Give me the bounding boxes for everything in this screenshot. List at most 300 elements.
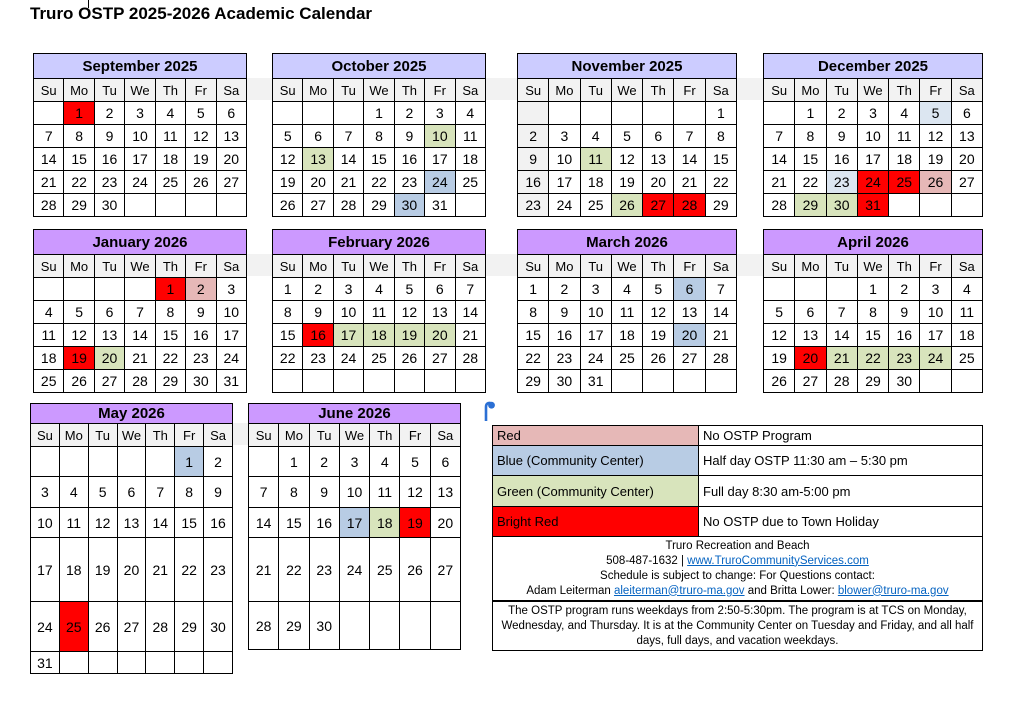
day-cell: 18 <box>580 171 611 194</box>
day-name-cell: Mo <box>303 79 333 102</box>
contact-link[interactable]: blower@truro-ma.gov <box>837 584 949 597</box>
day-name-cell: Tu <box>309 424 339 447</box>
day-names-row <box>518 79 737 102</box>
day-cell: 29 <box>857 370 888 393</box>
day-cell: 25 <box>455 171 485 194</box>
day-cell: 30 <box>549 370 580 393</box>
day-cell: 24 <box>549 194 580 217</box>
day-cell: 31 <box>425 194 455 217</box>
day-cell: 20 <box>643 171 674 194</box>
day-cell: 12 <box>643 301 674 324</box>
calendar-may-2026 <box>30 403 233 674</box>
day-cell: 3 <box>125 102 155 125</box>
day-cell: 17 <box>549 171 580 194</box>
day-cell: 14 <box>125 324 155 347</box>
month-title: June 2026 <box>248 403 461 423</box>
day-cell: 22 <box>795 171 826 194</box>
empty-day-cell <box>611 370 642 393</box>
day-cell: 16 <box>889 324 920 347</box>
day-name-cell: Sa <box>455 255 485 278</box>
calendar-january-2026 <box>33 229 247 393</box>
legend-swatch-label: Blue (Community Center) <box>493 446 699 476</box>
day-cell: 10 <box>857 125 888 148</box>
day-cell: 18 <box>370 508 400 538</box>
week-row <box>764 102 983 125</box>
day-cell: 19 <box>88 538 117 602</box>
legend-description: Full day 8:30 am-5:00 pm <box>699 476 983 507</box>
day-name-cell: Su <box>273 79 303 102</box>
day-cell: 11 <box>455 125 485 148</box>
day-cell: 30 <box>826 194 857 217</box>
week-row <box>31 447 233 477</box>
day-cell: 26 <box>643 347 674 370</box>
day-cell: 24 <box>125 171 155 194</box>
empty-day-cell <box>400 602 430 650</box>
day-cell: 8 <box>857 301 888 324</box>
empty-day-cell <box>364 370 394 393</box>
day-cell: 3 <box>857 102 888 125</box>
program-text: The OSTP program runs weekdays from 2:50-5:30pm. The program is at TCS on Monday, Wednesday, and Thursday. It is at the Community Center on Tuesday and Friday, and all half days, full days, and vacation weekdays. <box>501 604 974 647</box>
day-cell: 26 <box>400 538 430 602</box>
day-name-cell: Sa <box>216 255 246 278</box>
day-cell: 24 <box>920 347 951 370</box>
legend-swatch-label: Bright Red <box>493 507 699 537</box>
day-cell: 11 <box>580 148 611 171</box>
week-row <box>764 148 983 171</box>
empty-day-cell <box>88 447 117 477</box>
day-cell: 29 <box>705 194 736 217</box>
month-title: February 2026 <box>272 229 486 254</box>
day-cell: 7 <box>125 301 155 324</box>
day-cell: 24 <box>339 538 369 602</box>
day-cell: 18 <box>34 347 64 370</box>
day-cell: 26 <box>394 347 424 370</box>
day-cell: 13 <box>643 148 674 171</box>
contact-line <box>493 569 982 584</box>
day-cell: 12 <box>400 477 430 508</box>
legend-table <box>492 425 983 537</box>
week-row <box>34 194 247 217</box>
day-cell: 12 <box>186 125 216 148</box>
day-name-cell: Mo <box>549 255 580 278</box>
day-cell: 12 <box>920 125 951 148</box>
day-cell: 24 <box>425 171 455 194</box>
day-cell: 15 <box>795 148 826 171</box>
day-cell: 30 <box>309 602 339 650</box>
day-cell: 1 <box>279 447 309 477</box>
day-cell: 3 <box>549 125 580 148</box>
week-row <box>764 370 983 393</box>
day-cell: 13 <box>425 301 455 324</box>
contact-line <box>493 554 982 569</box>
empty-day-cell <box>88 652 117 674</box>
empty-day-cell <box>370 602 400 650</box>
day-cell: 8 <box>279 477 309 508</box>
day-cell: 18 <box>611 324 642 347</box>
day-names-row <box>764 255 983 278</box>
week-row <box>31 477 233 508</box>
contact-text: Schedule is subject to change: For Questions contact: <box>600 569 875 582</box>
day-name-cell: Tu <box>333 79 363 102</box>
day-cell: 31 <box>857 194 888 217</box>
empty-day-cell <box>889 194 920 217</box>
day-cell: 6 <box>425 278 455 301</box>
week-row <box>273 370 486 393</box>
day-cell: 8 <box>155 301 185 324</box>
day-name-cell: Su <box>34 79 64 102</box>
day-cell: 23 <box>549 347 580 370</box>
day-cell: 20 <box>425 324 455 347</box>
day-names-row <box>518 255 737 278</box>
day-cell: 16 <box>303 324 333 347</box>
day-cell: 22 <box>273 347 303 370</box>
legend-row <box>493 426 983 446</box>
month-title: September 2025 <box>33 53 247 78</box>
day-cell: 1 <box>64 102 94 125</box>
week-row <box>764 324 983 347</box>
day-cell: 26 <box>88 602 117 652</box>
week-row <box>764 125 983 148</box>
contact-link[interactable]: www.TruroCommunityServices.com <box>687 554 869 567</box>
day-name-cell: Tu <box>826 255 857 278</box>
month-grid <box>272 78 486 217</box>
day-cell: 25 <box>370 538 400 602</box>
day-cell: 11 <box>34 324 64 347</box>
day-cell: 28 <box>333 194 363 217</box>
day-cell: 8 <box>273 301 303 324</box>
day-cell: 23 <box>394 171 424 194</box>
day-cell: 5 <box>400 447 430 477</box>
week-row <box>518 370 737 393</box>
day-name-cell: Mo <box>64 255 94 278</box>
day-cell: 6 <box>951 102 982 125</box>
day-cell: 11 <box>370 477 400 508</box>
day-name-cell: Su <box>31 424 60 447</box>
day-cell: 30 <box>94 194 124 217</box>
day-cell: 15 <box>705 148 736 171</box>
empty-day-cell <box>146 447 175 477</box>
contact-link[interactable]: aleiterman@truro-ma.gov <box>613 584 745 597</box>
day-cell: 4 <box>370 447 400 477</box>
legend-description: No OSTP Program <box>699 426 983 446</box>
day-cell: 4 <box>155 102 185 125</box>
day-cell: 3 <box>580 278 611 301</box>
day-cell: 7 <box>674 125 705 148</box>
day-cell: 1 <box>155 278 185 301</box>
empty-day-cell <box>795 278 826 301</box>
empty-day-cell <box>94 278 124 301</box>
day-cell: 9 <box>186 301 216 324</box>
day-names-row <box>273 255 486 278</box>
day-cell: 14 <box>674 148 705 171</box>
day-cell: 17 <box>920 324 951 347</box>
day-cell: 2 <box>394 102 424 125</box>
day-cell: 21 <box>125 347 155 370</box>
month-grid <box>763 254 983 393</box>
day-cell: 6 <box>117 477 146 508</box>
day-name-cell: Fr <box>674 79 705 102</box>
week-row <box>273 102 486 125</box>
day-cell: 18 <box>889 148 920 171</box>
day-cell: 20 <box>795 347 826 370</box>
day-cell: 10 <box>425 125 455 148</box>
day-cell: 24 <box>333 347 363 370</box>
month-title: March 2026 <box>517 229 737 254</box>
day-cell: 28 <box>125 370 155 393</box>
day-cell: 31 <box>580 370 611 393</box>
week-row <box>31 602 233 652</box>
legend-swatch-label: Green (Community Center) <box>493 476 699 507</box>
empty-day-cell <box>175 652 204 674</box>
day-cell: 15 <box>518 324 549 347</box>
empty-day-cell <box>826 278 857 301</box>
day-cell: 27 <box>643 194 674 217</box>
empty-day-cell <box>59 447 88 477</box>
day-cell: 28 <box>674 194 705 217</box>
day-cell: 8 <box>175 477 204 508</box>
day-cell: 6 <box>795 301 826 324</box>
week-row <box>273 347 486 370</box>
day-cell: 9 <box>826 125 857 148</box>
day-cell: 5 <box>186 102 216 125</box>
day-name-cell: Fr <box>175 424 204 447</box>
day-cell: 29 <box>795 194 826 217</box>
week-row <box>34 347 247 370</box>
day-name-cell: Tu <box>333 255 363 278</box>
empty-day-cell <box>125 278 155 301</box>
day-cell: 16 <box>394 148 424 171</box>
day-cell: 17 <box>425 148 455 171</box>
day-cell: 5 <box>394 278 424 301</box>
day-cell: 18 <box>455 148 485 171</box>
day-cell: 18 <box>364 324 394 347</box>
empty-day-cell <box>31 447 60 477</box>
week-row <box>518 102 737 125</box>
day-name-cell: Mo <box>59 424 88 447</box>
day-cell: 10 <box>920 301 951 324</box>
day-cell: 22 <box>857 347 888 370</box>
empty-day-cell <box>34 278 64 301</box>
day-cell: 8 <box>795 125 826 148</box>
empty-day-cell <box>674 370 705 393</box>
day-cell: 22 <box>175 538 204 602</box>
day-cell: 11 <box>155 125 185 148</box>
day-cell: 29 <box>64 194 94 217</box>
day-cell: 9 <box>549 301 580 324</box>
day-cell: 2 <box>94 102 124 125</box>
day-cell: 4 <box>59 477 88 508</box>
day-cell: 16 <box>826 148 857 171</box>
day-cell: 16 <box>549 324 580 347</box>
contact-text: Truro Recreation and Beach <box>665 539 810 552</box>
day-cell: 17 <box>333 324 363 347</box>
week-row <box>273 301 486 324</box>
day-name-cell: Su <box>34 255 64 278</box>
empty-day-cell <box>394 370 424 393</box>
month-title: January 2026 <box>33 229 247 254</box>
day-cell: 4 <box>364 278 394 301</box>
day-name-cell: We <box>117 424 146 447</box>
day-cell: 2 <box>549 278 580 301</box>
legend-swatch-label: Red <box>493 426 699 446</box>
day-cell: 27 <box>951 171 982 194</box>
day-cell: 4 <box>889 102 920 125</box>
day-cell: 22 <box>705 171 736 194</box>
empty-day-cell <box>117 447 146 477</box>
day-cell: 19 <box>186 148 216 171</box>
day-names-row <box>31 424 233 447</box>
day-name-cell: Mo <box>279 424 309 447</box>
day-cell: 20 <box>94 347 124 370</box>
day-cell: 30 <box>394 194 424 217</box>
empty-day-cell <box>705 370 736 393</box>
day-name-cell: Fr <box>186 79 216 102</box>
day-names-row <box>764 79 983 102</box>
day-cell: 7 <box>455 278 485 301</box>
day-cell: 21 <box>705 324 736 347</box>
day-cell: 3 <box>425 102 455 125</box>
calendar-october-2025 <box>272 53 486 217</box>
day-name-cell: Th <box>394 255 424 278</box>
empty-day-cell <box>920 370 951 393</box>
day-cell: 19 <box>920 148 951 171</box>
day-cell: 14 <box>249 508 279 538</box>
calendar-february-2026 <box>272 229 486 393</box>
empty-day-cell <box>216 194 246 217</box>
calendar-march-2026 <box>517 229 737 393</box>
day-cell: 30 <box>204 602 233 652</box>
week-row <box>518 301 737 324</box>
week-row <box>249 508 461 538</box>
day-name-cell: Su <box>764 255 795 278</box>
day-name-cell: Mo <box>795 255 826 278</box>
month-grid <box>30 423 233 674</box>
week-row <box>518 194 737 217</box>
empty-day-cell <box>430 602 460 650</box>
day-cell: 26 <box>764 370 795 393</box>
empty-day-cell <box>186 194 216 217</box>
day-cell: 14 <box>455 301 485 324</box>
day-cell: 25 <box>889 171 920 194</box>
day-cell: 29 <box>175 602 204 652</box>
day-cell: 19 <box>394 324 424 347</box>
day-name-cell: Tu <box>580 255 611 278</box>
day-name-cell: Sa <box>430 424 460 447</box>
day-cell: 28 <box>826 370 857 393</box>
day-cell: 1 <box>364 102 394 125</box>
day-cell: 24 <box>216 347 246 370</box>
day-name-cell: Fr <box>186 255 216 278</box>
week-row <box>273 278 486 301</box>
contact-text: and Britta Lower: <box>744 584 838 597</box>
day-cell: 12 <box>64 324 94 347</box>
day-cell: 5 <box>64 301 94 324</box>
day-cell: 1 <box>175 447 204 477</box>
day-cell: 1 <box>705 102 736 125</box>
day-cell: 2 <box>204 447 233 477</box>
day-cell: 5 <box>643 278 674 301</box>
day-name-cell: Sa <box>204 424 233 447</box>
legend-description: No OSTP due to Town Holiday <box>699 507 983 537</box>
day-cell: 14 <box>34 148 64 171</box>
day-cell: 22 <box>155 347 185 370</box>
day-cell: 20 <box>117 538 146 602</box>
day-cell: 23 <box>204 538 233 602</box>
week-row <box>31 538 233 602</box>
day-cell: 28 <box>455 347 485 370</box>
contact-text: 508-487-1632 | <box>606 554 688 567</box>
day-cell: 17 <box>216 324 246 347</box>
day-cell: 11 <box>889 125 920 148</box>
day-cell: 28 <box>34 194 64 217</box>
day-cell: 3 <box>216 278 246 301</box>
day-cell: 10 <box>216 301 246 324</box>
empty-day-cell <box>580 102 611 125</box>
calendar-june-2026 <box>248 403 461 650</box>
week-row <box>273 125 486 148</box>
day-cell: 20 <box>216 148 246 171</box>
empty-day-cell <box>59 652 88 674</box>
day-cell: 15 <box>273 324 303 347</box>
day-cell: 21 <box>333 171 363 194</box>
empty-day-cell <box>643 102 674 125</box>
month-title: December 2025 <box>763 53 983 78</box>
day-name-cell: Th <box>643 255 674 278</box>
empty-day-cell <box>339 602 369 650</box>
week-row <box>764 347 983 370</box>
empty-day-cell <box>951 194 982 217</box>
day-name-cell: Sa <box>705 255 736 278</box>
day-cell: 14 <box>705 301 736 324</box>
day-cell: 6 <box>674 278 705 301</box>
day-cell: 21 <box>455 324 485 347</box>
day-cell: 25 <box>59 602 88 652</box>
empty-day-cell <box>333 102 363 125</box>
day-name-cell: Th <box>155 255 185 278</box>
day-cell: 21 <box>249 538 279 602</box>
day-cell: 27 <box>430 538 460 602</box>
day-cell: 11 <box>59 508 88 538</box>
day-cell: 26 <box>611 194 642 217</box>
week-row <box>764 278 983 301</box>
week-row <box>518 324 737 347</box>
day-cell: 1 <box>857 278 888 301</box>
day-name-cell: Mo <box>795 79 826 102</box>
day-cell: 8 <box>518 301 549 324</box>
empty-day-cell <box>204 652 233 674</box>
day-name-cell: Th <box>155 79 185 102</box>
day-cell: 13 <box>303 148 333 171</box>
week-row <box>273 148 486 171</box>
day-name-cell: Fr <box>425 255 455 278</box>
day-name-cell: Tu <box>580 79 611 102</box>
week-row <box>34 301 247 324</box>
day-cell: 7 <box>826 301 857 324</box>
day-name-cell: Tu <box>826 79 857 102</box>
empty-day-cell <box>455 370 485 393</box>
day-cell: 3 <box>333 278 363 301</box>
empty-day-cell <box>146 652 175 674</box>
day-cell: 28 <box>764 194 795 217</box>
calendar-september-2025 <box>33 53 247 217</box>
day-cell: 30 <box>186 370 216 393</box>
contact-line <box>493 584 982 599</box>
day-cell: 13 <box>94 324 124 347</box>
empty-day-cell <box>155 194 185 217</box>
week-row <box>764 171 983 194</box>
legend-row <box>493 507 983 537</box>
day-cell: 5 <box>273 125 303 148</box>
